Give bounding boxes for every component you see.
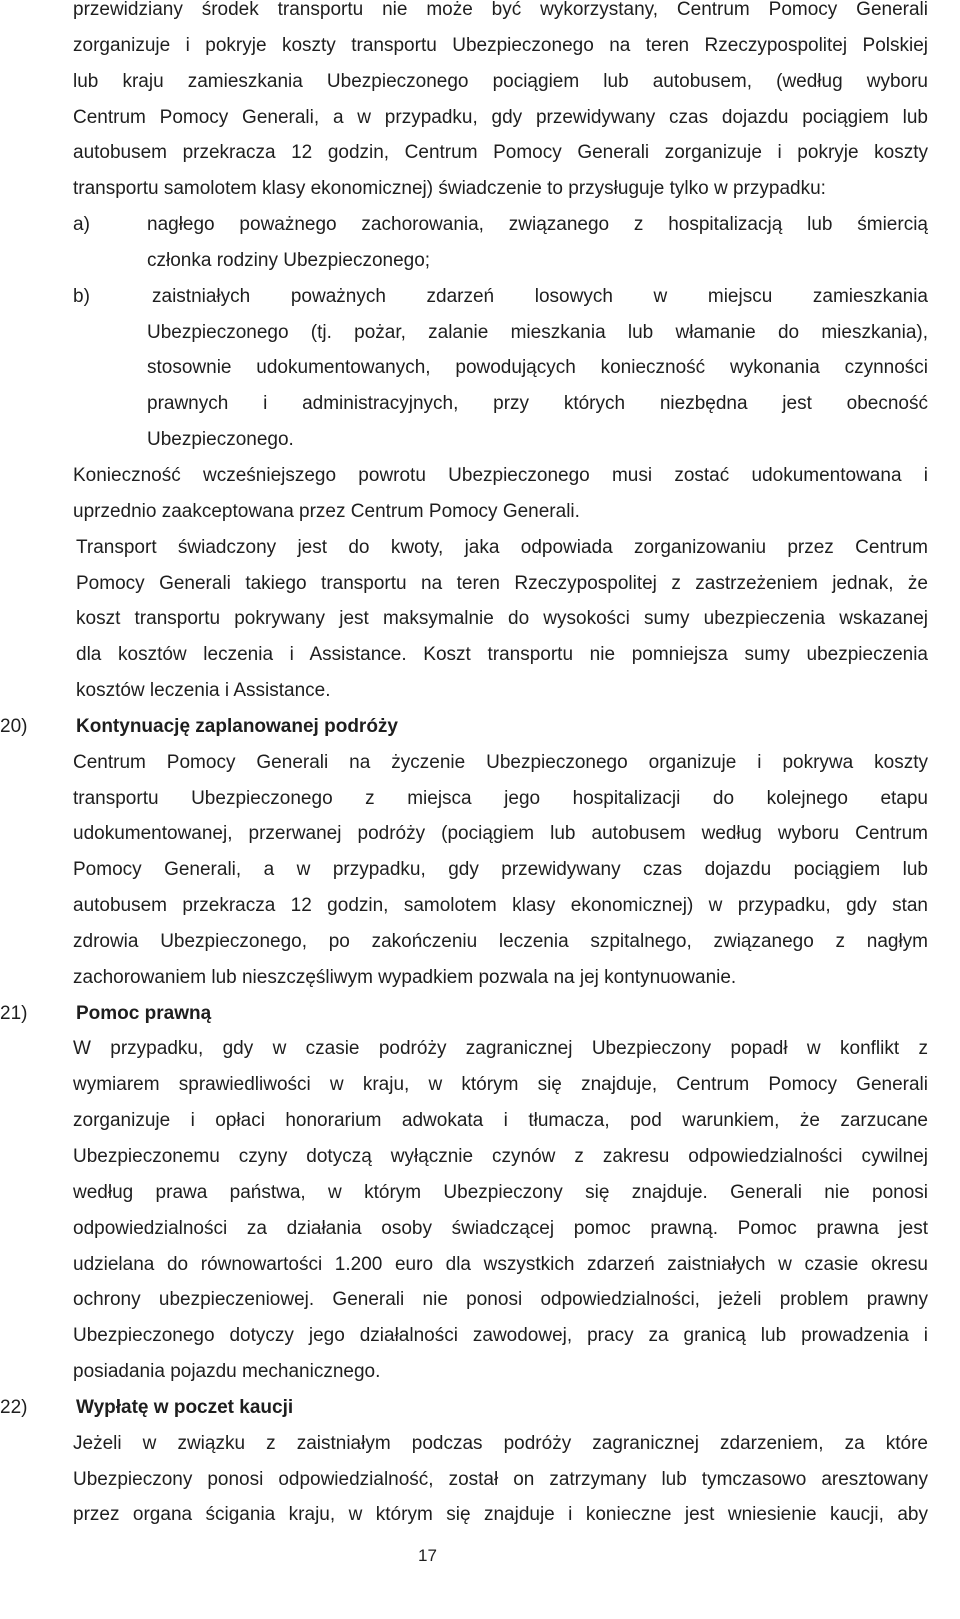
paragraph-text: przez organa ścigania kraju, w którym się znajduje i konieczne jest wniesienie kaucji, aby [73, 1504, 928, 1526]
section-heading-line [0, 1390, 960, 1426]
paragraph-text: Konieczność wcześniejszego powrotu Ubezpieczonego musi zostać udokumentowana i [73, 464, 928, 486]
text-line [0, 960, 960, 996]
paragraph-text: transportu Ubezpieczonego z miejsca jego hospitalizacji do kolejnego etapu [73, 787, 928, 809]
list-label: b) [73, 285, 90, 307]
text-line [0, 350, 960, 386]
page-number: 17 [418, 1546, 437, 1565]
text-line [0, 315, 960, 351]
paragraph-text: odpowiedzialności za działania osoby świadczącej pomoc prawną. Pomoc prawna jest [73, 1217, 928, 1239]
text-line [0, 637, 960, 673]
list-label: 21) [0, 1002, 28, 1024]
paragraph-text: zachorowaniem lub nieszczęśliwym wypadkiem pozwala na jej kontynuowanie. [73, 966, 737, 988]
text-line [0, 816, 960, 852]
paragraph-text: nagłego poważnego zachorowania, związanego z hospitalizacją lub śmiercią [147, 214, 928, 236]
paragraph-text: Jeżeli w związku z zaistniałym podczas podróży zagranicznej zdarzeniem, za które [73, 1432, 928, 1454]
text-line [0, 64, 960, 100]
paragraph-text: koszt transportu pokrywany jest maksymalnie do wysokości sumy ubezpieczenia wskazanej [76, 608, 928, 630]
text-line [0, 28, 960, 64]
text-line [0, 852, 960, 888]
text-line [0, 888, 960, 924]
text-line [0, 422, 960, 458]
paragraph-text: Pomocy Generali takiego transportu na teren Rzeczypospolitej z zastrzeżeniem jednak, że [76, 572, 928, 594]
text-line [0, 243, 960, 279]
paragraph-text: prawnych i administracyjnych, przy których niezbędna jest obecność [147, 393, 928, 415]
text-line [0, 1318, 960, 1354]
paragraph-text: posiadania pojazdu mechanicznego. [73, 1361, 381, 1383]
section-heading: Kontynuację zaplanowanej podróży [76, 715, 398, 737]
paragraph-text: zdrowia Ubezpieczonego, po zakończeniu leczenia szpitalnego, związanego z nagłym [73, 930, 928, 952]
section-heading: Pomoc prawną [76, 1002, 212, 1024]
paragraph-text: Ubezpieczonego. [147, 429, 294, 451]
text-line [0, 1031, 960, 1067]
section-heading-line [0, 996, 960, 1032]
text-line [0, 1067, 960, 1103]
text-line [0, 279, 960, 315]
text-line [0, 745, 960, 781]
paragraph-text: udzielana do równowartości 1.200 euro dla wszystkich zdarzeń zaistniałych w czasie okresu [73, 1253, 928, 1275]
text-line [0, 1175, 960, 1211]
paragraph-text: Ubezpieczony ponosi odpowiedzialność, został on zatrzymany lub tymczasowo aresztowany [73, 1468, 928, 1490]
paragraph-text: wymiarem sprawiedliwości w kraju, w którym się znajduje, Centrum Pomocy Generali [73, 1074, 928, 1096]
text-line [0, 171, 960, 207]
text-line [0, 1426, 960, 1462]
list-label: 20) [0, 715, 28, 737]
text-line [0, 1247, 960, 1283]
paragraph-text: Ubezpieczonemu czyny dotyczą wyłącznie czynów z zakresu odpowiedzialności cywilnej [73, 1146, 928, 1167]
text-line [0, 386, 960, 422]
paragraph-text: członka rodziny Ubezpieczonego; [147, 249, 431, 271]
text-line [0, 601, 960, 637]
paragraph-text: W przypadku, gdy w czasie podróży zagranicznej Ubezpieczony popadł w konflikt z [73, 1038, 928, 1060]
text-line [0, 458, 960, 494]
text-line [0, 566, 960, 602]
text-line [0, 1211, 960, 1247]
paragraph-text: dla kosztów leczenia i Assistance. Koszt transportu nie pomniejsza sumy ubezpieczenia [76, 644, 928, 666]
text-line [0, 1497, 960, 1533]
section-heading: Wypłatę w poczet kaucji [76, 1396, 294, 1418]
list-label: 22) [0, 1396, 28, 1418]
text-line [0, 494, 960, 530]
text-line [0, 1139, 960, 1175]
text-line [0, 207, 960, 243]
paragraph-text: Pomocy Generali, a w przypadku, gdy przewidywany czas dojazdu pociągiem lub [73, 859, 928, 881]
paragraph-text: uprzednio zaakceptowana przez Centrum Pomocy Generali. [73, 500, 580, 522]
text-line [0, 1354, 960, 1390]
section-heading-line [0, 709, 960, 745]
text-line [0, 135, 960, 171]
paragraph-text: zaistniałych poważnych zdarzeń losowych w miejscu zamieszkania [152, 285, 928, 307]
paragraph-text: Ubezpieczonego (tj. pożar, zalanie mieszkania lub włamanie do mieszkania), [147, 321, 928, 343]
list-label: a) [73, 214, 90, 236]
paragraph-text: ochrony ubezpieczeniowej. Generali nie ponosi odpowiedzialności, jeżeli problem prawny [73, 1289, 928, 1311]
text-line [0, 1282, 960, 1318]
paragraph-text: zorganizuje i pokryje koszty transportu Ubezpieczonego na teren Rzeczypospolitej Polskiej [73, 34, 928, 56]
text-line [0, 100, 960, 136]
paragraph-text: Ubezpieczonego dotyczy jego działalności zawodowej, pracy za granicą lub prowadzenia i [73, 1325, 928, 1347]
text-line [0, 0, 960, 28]
paragraph-text: transportu samolotem klasy ekonomicznej) świadczenie to przysługuje tylko w przypadku: [73, 178, 826, 200]
text-line [0, 781, 960, 817]
paragraph-text: lub kraju zamieszkania Ubezpieczonego pociągiem lub autobusem, (według wyboru [73, 70, 928, 92]
paragraph-text: kosztów leczenia i Assistance. [76, 680, 331, 702]
text-line [0, 1462, 960, 1498]
paragraph-text: przewidziany środek transportu nie może być wykorzystany, Centrum Pomocy Generali [73, 0, 928, 20]
paragraph-text: według prawa państwa, w którym Ubezpieczony się znajduje. Generali nie ponosi [73, 1181, 928, 1203]
paragraph-text: stosownie udokumentowanych, powodujących konieczność wykonania czynności [147, 357, 928, 379]
text-line [0, 530, 960, 566]
text-line [0, 924, 960, 960]
paragraph-text: autobusem przekracza 12 godzin, Centrum Pomocy Generali zorganizuje i pokryje koszty [73, 142, 928, 164]
text-line [0, 673, 960, 709]
paragraph-text: Centrum Pomocy Generali, a w przypadku, gdy przewidywany czas dojazdu pociągiem lub [73, 106, 928, 128]
paragraph-text: Transport świadczony jest do kwoty, jaka odpowiada zorganizowaniu przez Centrum [76, 536, 928, 558]
text-line [0, 1103, 960, 1139]
paragraph-text: autobusem przekracza 12 godzin, samolotem klasy ekonomicznej) w przypadku, gdy stan [73, 895, 928, 917]
paragraph-text: udokumentowanej, przerwanej podróży (pociągiem lub autobusem według wyboru Centrum [73, 823, 928, 845]
paragraph-text: zorganizuje i opłaci honorarium adwokata i tłumacza, pod warunkiem, że zarzucane [73, 1110, 928, 1132]
paragraph-text: Centrum Pomocy Generali na życzenie Ubezpieczonego organizuje i pokrywa koszty [73, 751, 928, 773]
